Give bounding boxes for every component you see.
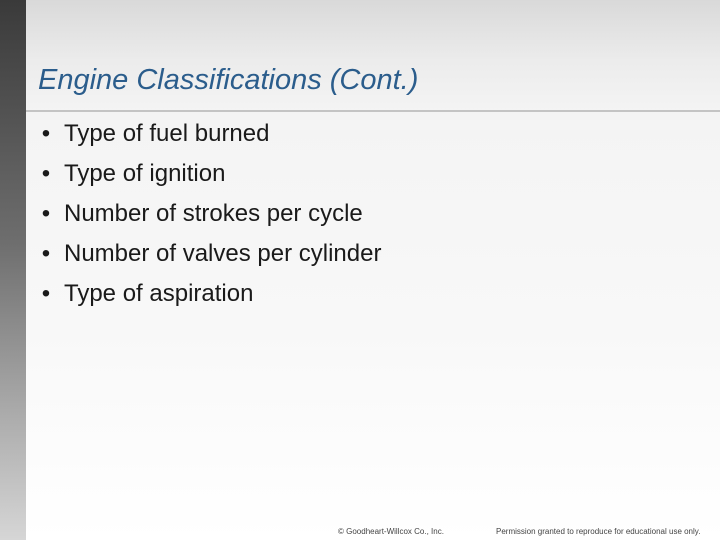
bullet-icon: •	[41, 160, 51, 187]
bullet-item	[28, 120, 381, 160]
bullet-icon: •	[41, 280, 51, 307]
bullet-item	[28, 160, 381, 200]
bullet-text: Type of ignition	[64, 160, 226, 187]
footer-copyright: © Goodheart-Willcox Co., Inc.	[338, 527, 444, 536]
title-divider	[26, 110, 720, 112]
bullet-item	[28, 240, 381, 280]
bullet-icon: •	[41, 120, 51, 147]
left-accent-strip	[0, 0, 26, 540]
bullet-text: Number of strokes per cycle	[64, 200, 363, 227]
bullet-text: Number of valves per cylinder	[64, 240, 382, 267]
bullet-list	[28, 120, 381, 320]
slide-title: Engine Classifications (Cont.)	[38, 64, 419, 96]
bullet-item	[28, 200, 381, 240]
bullet-item	[28, 280, 381, 320]
bullet-text: Type of aspiration	[64, 280, 254, 307]
bullet-icon: •	[41, 240, 51, 267]
footer-permission: Permission granted to reproduce for educational use only.	[496, 527, 701, 536]
bullet-icon: •	[41, 200, 51, 227]
bullet-text: Type of fuel burned	[64, 120, 270, 147]
